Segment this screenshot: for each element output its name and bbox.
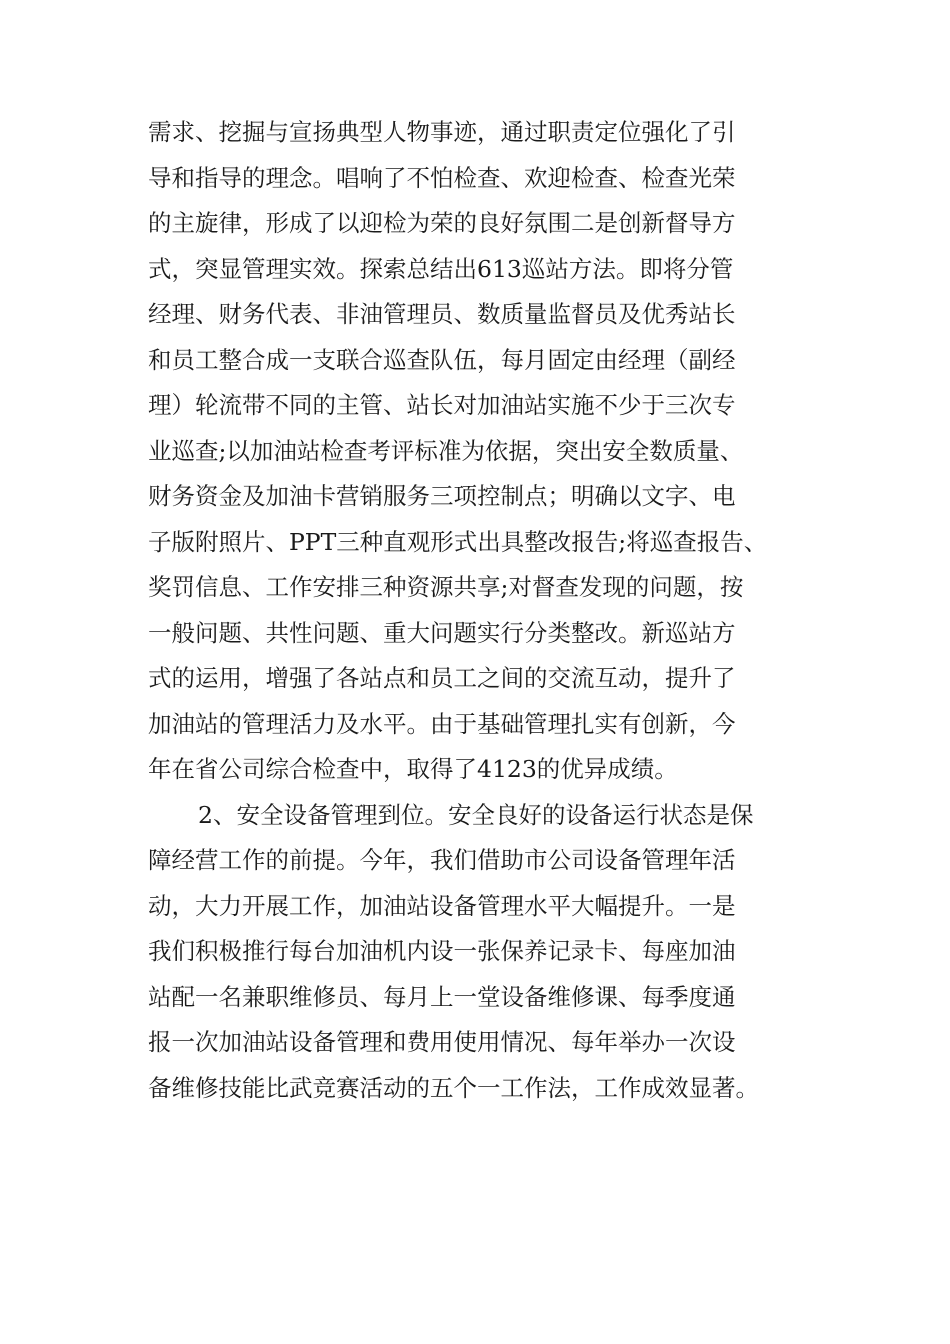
text-line: 业巡查;以加油站检查考评标准为依据，突出安全数质量、 [148,436,744,465]
text-line: 理）轮流带不同的主管、站长对加油站实施不少于三次专 [148,391,736,419]
text-line: 和员工整合成一支联合巡查队伍，每月固定由经理（副经 [148,345,736,374]
text-line: 需求、挖掘与宣扬典型人物事迹，通过职责定位强化了引 [148,118,736,146]
text-line: 一般问题、共性问题、重大问题实行分类整改。新巡站方 [148,618,736,647]
text-line: 奖罚信息、工作安排三种资源共享;对督查发现的问题，按 [148,573,744,601]
text-line: 报一次加油站设备管理和费用使用情况、每年举办一次设 [148,1028,736,1056]
text-line: 年在省公司综合检查中，取得了4123的优异成绩。 [148,755,678,783]
text-line: 2、安全设备管理到位。安全良好的设备运行状态是保 [198,800,754,829]
text-line: 的主旋律，形成了以迎检为荣的良好氛围二是创新督导方 [148,209,736,237]
text-line: 动，大力开展工作，加油站设备管理水平大幅提升。一是 [148,891,736,920]
text-line: 我们积极推行每台加油机内设一张保养记录卡、每座加油 [148,937,736,965]
text-line: 子版附照片、PPT三种直观形式出具整改报告;将巡查报告、 [148,527,768,556]
text-line: 备维修技能比武竞赛活动的五个一工作法，工作成效显著。 [148,1073,759,1102]
text-line: 经理、财务代表、非油管理员、数质量监督员及优秀站长 [148,300,736,328]
text-line: 式，突显管理实效。探索总结出613巡站方法。即将分管 [148,254,734,283]
text-line: 障经营工作的前提。今年，我们借助市公司设备管理年活 [148,846,736,874]
text-line: 式的运用，增强了各站点和员工之间的交流互动，提升了 [148,664,736,692]
text-line: 加油站的管理活力及水平。由于基础管理扎实有创新，今 [148,709,736,738]
text-line: 财务资金及加油卡营销服务三项控制点；明确以文字、电 [148,482,736,510]
text-line: 导和指导的理念。唱响了不怕检查、欢迎检查、检查光荣 [148,163,736,192]
document-body [148,110,808,1111]
paragraph-continued [148,110,808,793]
text-line: 站配一名兼职维修员、每月上一堂设备维修课、每季度通 [148,982,736,1011]
paragraph-safety-equipment [148,793,808,1112]
